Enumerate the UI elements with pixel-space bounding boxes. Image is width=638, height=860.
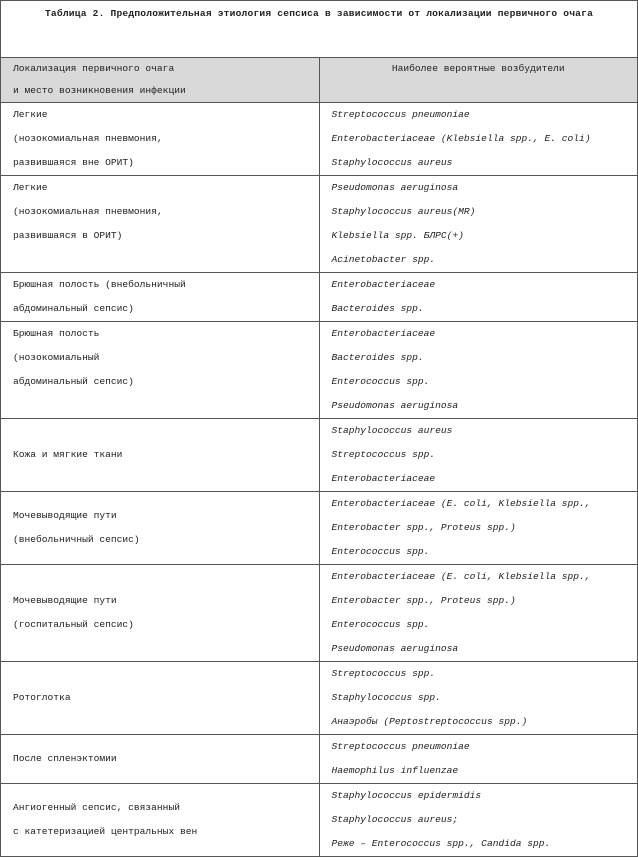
- pathogen: Acinetobacter spp.: [331, 254, 436, 265]
- header-row: [1, 58, 638, 103]
- pathogen: Enterobacteriaceae: [331, 279, 436, 290]
- pathogens-cell: [319, 735, 638, 784]
- pathogens-cell: [319, 565, 638, 662]
- pathogen: Haemophilus influenzae: [331, 765, 459, 776]
- header-pathogens: [319, 58, 638, 103]
- header-pathogens-text: Наиболее вероятные возбудители: [391, 63, 565, 74]
- site-cell: [1, 784, 320, 857]
- pathogen: Staphylococcus spp.: [331, 692, 441, 703]
- site-line: (госпитальный сепсис): [13, 619, 134, 630]
- site-line: Легкие: [13, 109, 48, 120]
- pathogen: Staphylococcus aureus: [331, 425, 453, 436]
- pathogen: Enterococcus spp.: [331, 546, 430, 557]
- site-line: абдоминальный сепсис): [13, 376, 134, 387]
- pathogen: Pseudomonas aeruginosa: [331, 182, 459, 193]
- pathogen: Klebsiella spp. БЛРС(+): [331, 230, 464, 241]
- pathogen: Enterobacter spp., Proteus spp.): [331, 522, 516, 533]
- pathogen: Streptococcus pneumoniae: [331, 109, 470, 120]
- site-line: с катетеризацией центральных вен: [13, 826, 198, 837]
- site-line: Кожа и мягкие ткани: [13, 449, 123, 460]
- site-cell: [1, 322, 320, 419]
- site-cell: [1, 735, 320, 784]
- site-line: (нозокомиальная пневмония,: [13, 206, 163, 217]
- table-row: [1, 662, 638, 735]
- site-line: абдоминальный сепсис): [13, 303, 134, 314]
- table-row: [1, 176, 638, 273]
- pathogen: Bacteroides spp.: [331, 303, 424, 314]
- header-site: [1, 58, 320, 103]
- pathogens-cell: [319, 103, 638, 176]
- pathogen: Enterobacteriaceae (Klebsiella spp., E. coli): [331, 133, 591, 144]
- pathogens-cell: [319, 662, 638, 735]
- pathogen: Streptococcus spp.: [331, 449, 436, 460]
- pathogens-cell: [319, 176, 638, 273]
- title-text: Таблица 2. Предположительная этиология сепсиса в зависимости от локализации первичного очага: [44, 8, 594, 19]
- site-line: Мочевыводящие пути: [13, 510, 117, 521]
- site-line: Легкие: [13, 182, 48, 193]
- table-row: [1, 273, 638, 322]
- site-cell: [1, 419, 320, 492]
- pathogens-cell: [319, 273, 638, 322]
- pathogen: Enterobacteriaceae: [331, 328, 436, 339]
- header-site-line: Локализация первичного очага: [13, 63, 175, 74]
- site-line: После спленэктомии: [13, 753, 117, 764]
- site-line: Брюшная полость: [13, 328, 100, 339]
- table-row: [1, 565, 638, 662]
- table-row: [1, 419, 638, 492]
- pathogen: Enterobacteriaceae (E. coli, Klebsiella spp.,: [331, 498, 591, 509]
- pathogen: Enterococcus spp.: [331, 619, 430, 630]
- pathogen: Staphylococcus aureus: [331, 157, 453, 168]
- site-line: (нозокомиальный: [13, 352, 100, 363]
- pathogen: Enterobacter spp., Proteus spp.): [331, 595, 516, 606]
- site-cell: [1, 103, 320, 176]
- pathogen: Streptococcus spp.: [331, 668, 436, 679]
- table-row: [1, 322, 638, 419]
- site-line: Мочевыводящие пути: [13, 595, 117, 606]
- table-title: [1, 1, 638, 58]
- pathogen: Staphylococcus aureus;: [331, 814, 459, 825]
- pathogen: Реже – Enterococcus spp., Candida spp.: [331, 838, 551, 849]
- site-cell: [1, 176, 320, 273]
- pathogens-cell: [319, 322, 638, 419]
- pathogen: Pseudomonas aeruginosa: [331, 643, 459, 654]
- site-line: Брюшная полость (внебольничный: [13, 279, 186, 290]
- pathogens-cell: [319, 784, 638, 857]
- pathogen: Staphylococcus epidermidis: [331, 790, 482, 801]
- pathogen: Анаэробы (Peptostreptococcus spp.): [331, 716, 528, 727]
- header-site-line: и место возникновения инфекции: [13, 85, 186, 96]
- table-row: [1, 103, 638, 176]
- site-cell: [1, 492, 320, 565]
- site-cell: [1, 565, 320, 662]
- pathogen: Streptococcus pneumoniae: [331, 741, 470, 752]
- pathogen: Enterococcus spp.: [331, 376, 430, 387]
- pathogen: Staphylococcus aureus(MR): [331, 206, 476, 217]
- site-line: Ангиогенный сепсис, связанный: [13, 802, 180, 813]
- pathogen: Pseudomonas aeruginosa: [331, 400, 459, 411]
- site-line: (внебольничный сепсис): [13, 534, 140, 545]
- pathogen: Enterobacteriaceae (E. coli, Klebsiella spp.,: [331, 571, 591, 582]
- site-line: развившаяся в ОРИТ): [13, 230, 123, 241]
- site-line: Ротоглотка: [13, 692, 71, 703]
- pathogens-cell: [319, 419, 638, 492]
- table-row: [1, 492, 638, 565]
- site-line: (нозокомиальная пневмония,: [13, 133, 163, 144]
- table-row: [1, 784, 638, 857]
- pathogens-cell: [319, 492, 638, 565]
- site-cell: [1, 273, 320, 322]
- table-row: [1, 735, 638, 784]
- pathogen: Bacteroides spp.: [331, 352, 424, 363]
- pathogen: Enterobacteriaceae: [331, 473, 436, 484]
- site-line: развившаяся вне ОРИТ): [13, 157, 134, 168]
- site-cell: [1, 662, 320, 735]
